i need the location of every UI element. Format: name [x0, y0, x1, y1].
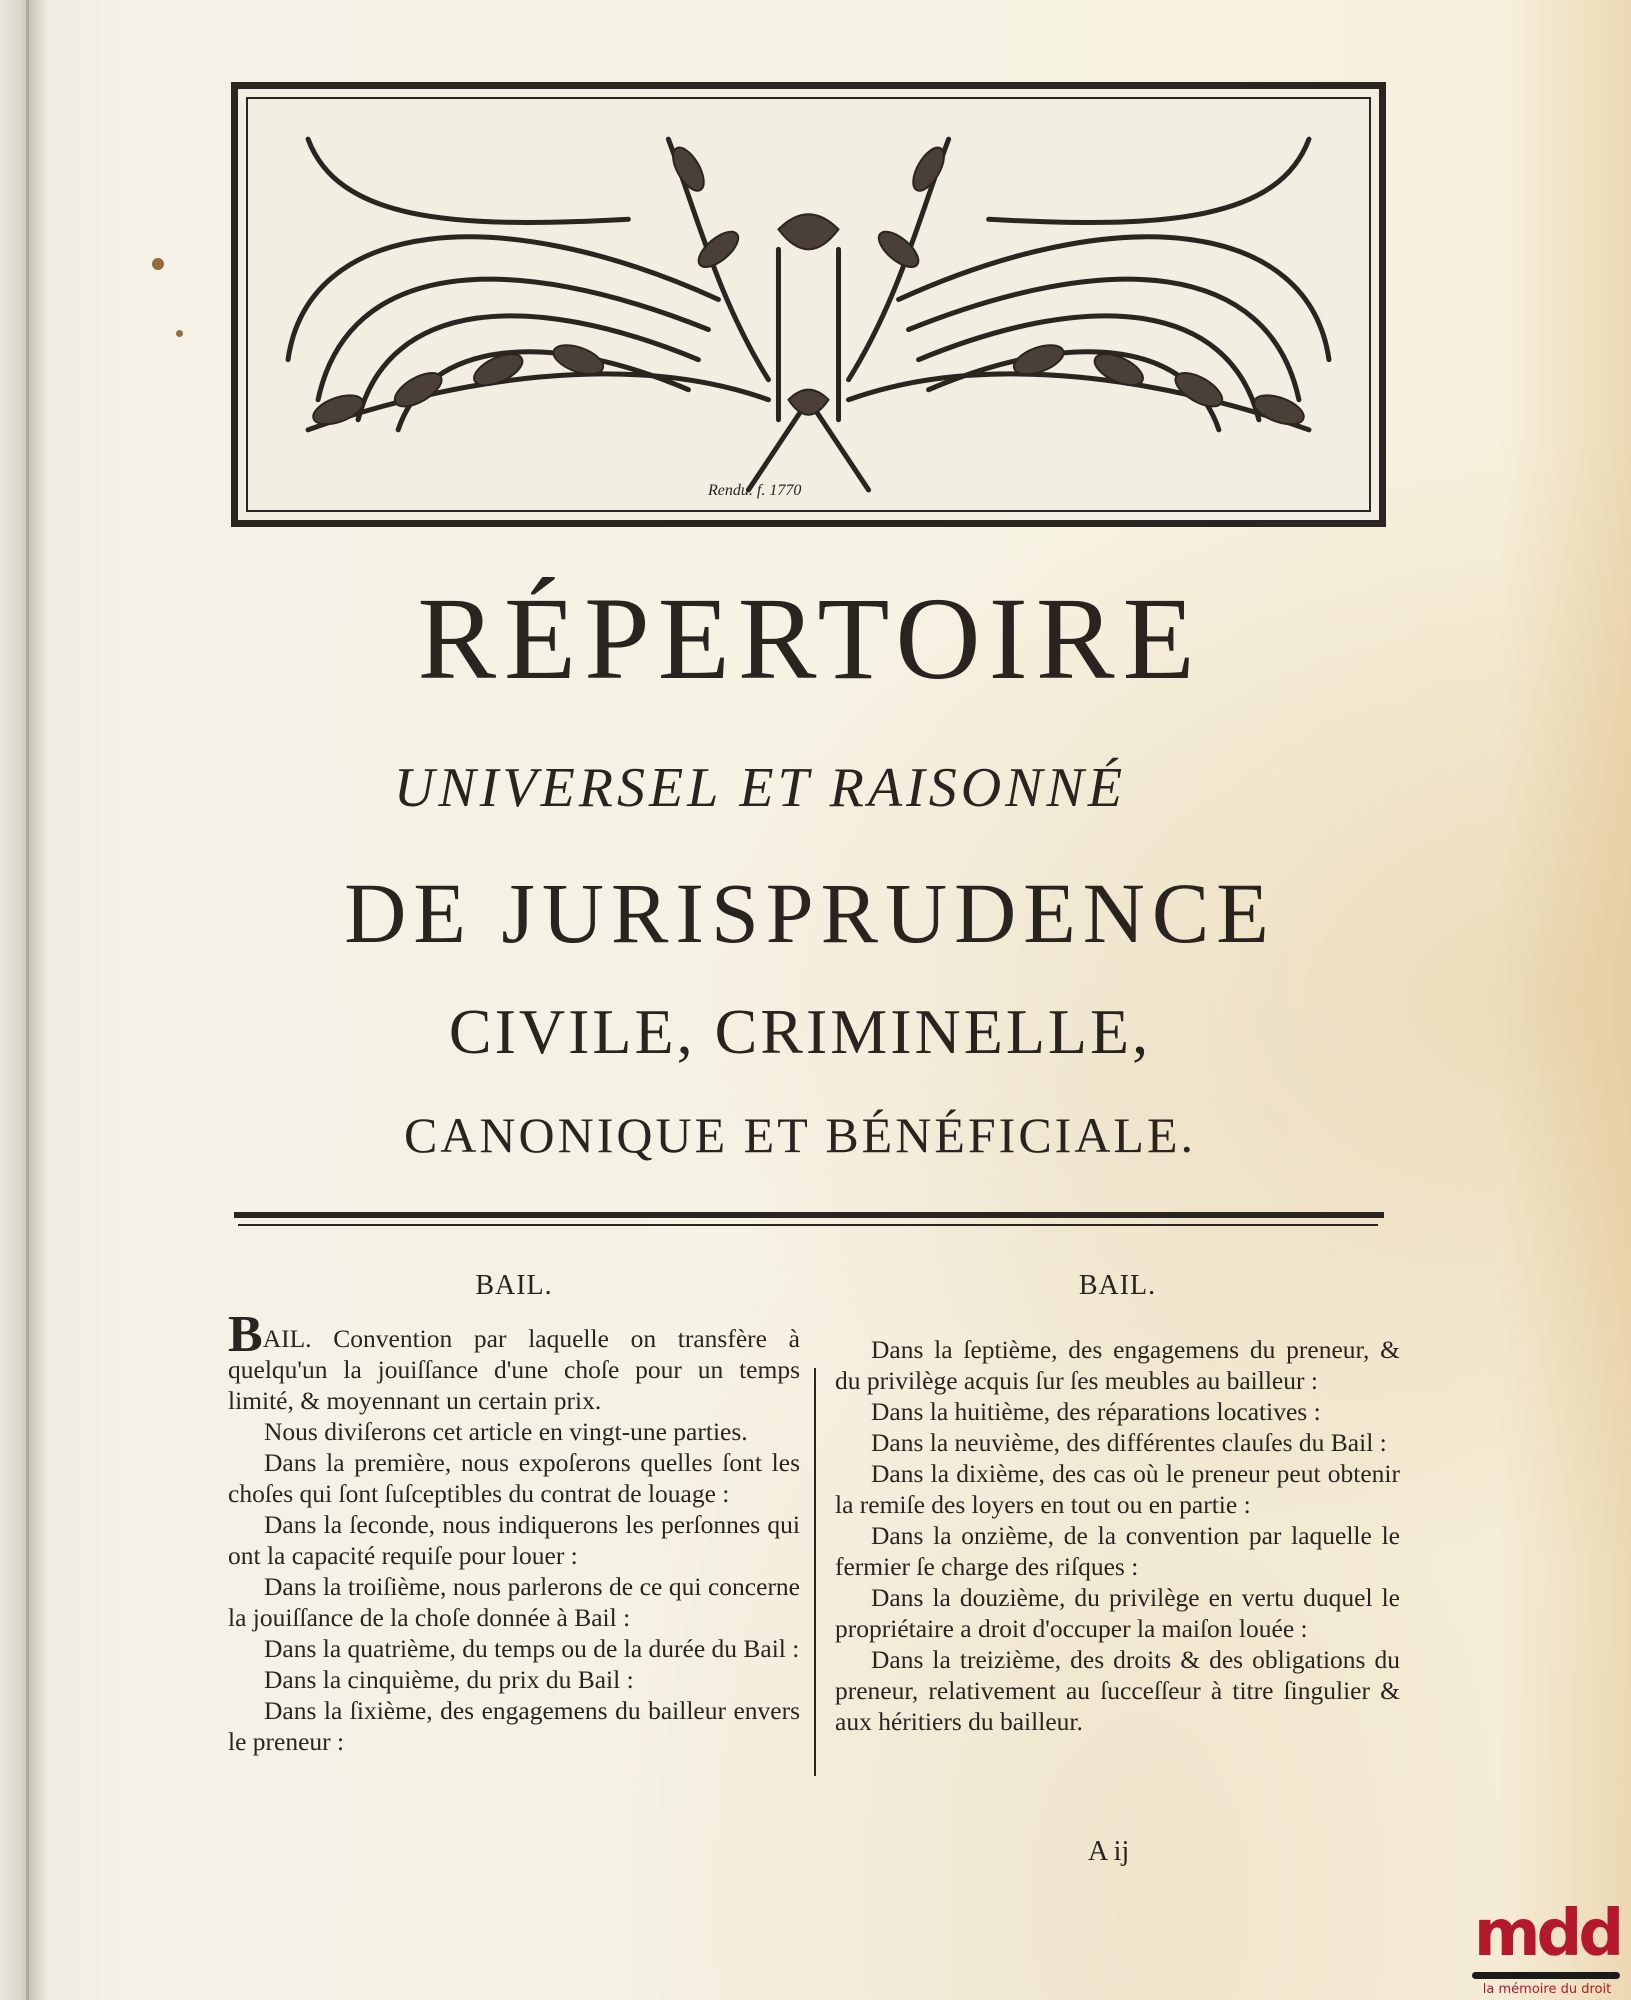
paragraph: Dans la douzième, du privilège en vertu duquel le propriétaire a droit d'occuper la maiſon louée : — [835, 1583, 1400, 1643]
paragraph: Dans la treizième, des droits & des obligations du preneur, relativement au ſucceſſeur à titre ſingulier & aux héritiers du bailleur. — [835, 1645, 1400, 1736]
mdd-logo — [1472, 1897, 1622, 2000]
title-repertoire: RÉPERTOIRE — [417, 573, 1203, 704]
mdd-logo-mark: mdd — [1473, 1897, 1621, 1971]
logo-tagline: la mémoire du droit — [1482, 1982, 1612, 1997]
title-rule-thick — [234, 1212, 1384, 1218]
title-universel-et-raisonne: UNIVERSEL ET RAISONNÉ — [393, 757, 1127, 819]
logo-underline — [1472, 1972, 1620, 1979]
title-canonique-beneficiale: CANONIQUE ET BÉNÉFICIALE. — [403, 1107, 1197, 1163]
paragraph: Dans la première, nous expoſerons quelles ſont les choſes qui ſont ſuſceptibles du contrat de louage : — [228, 1448, 800, 1508]
foxing-stain — [176, 330, 183, 337]
paragraph: Dans la ſeptième, des engagemens du preneur, & du privilège acquis ſur ſes meubles au bailleur : — [835, 1335, 1400, 1395]
right-column-heading: BAIL. — [1078, 1270, 1157, 1301]
paragraph-text: AIL. Convention par laquelle on transfère à quelqu'un la jouiſſance d'une choſe pour un temps limité, & moyennant un certain prix. — [228, 1324, 800, 1415]
printer-signature-mark: A ij — [1088, 1836, 1130, 1867]
paragraph: Dans la ſixième, des engagemens du bailleur envers le preneur : — [228, 1696, 800, 1756]
left-column-heading: BAIL. — [475, 1270, 553, 1301]
paragraph: Dans la quatrième, du temps ou de la durée du Bail : — [264, 1634, 800, 1663]
left-column — [228, 1270, 800, 1757]
headpiece-inner-frame — [246, 97, 1371, 512]
paragraph: Nous diviſerons cet article en vingt-une parties. — [264, 1417, 748, 1446]
paragraph: Dans la neuvième, des différentes clauſes du Bail : — [871, 1428, 1387, 1457]
title-rule-thin — [238, 1224, 1378, 1226]
book-gutter-shadow — [26, 0, 29, 2000]
foxing-stain — [152, 258, 164, 270]
paragraph: Dans la ſeconde, nous indiquerons les perſonnes qui ont la capacité requiſe pour louer : — [228, 1510, 800, 1570]
paragraph: Dans la cinquième, du prix du Bail : — [264, 1665, 634, 1694]
right-column — [835, 1270, 1400, 1737]
title-de-jurisprudence: DE JURISPRUDENCE — [344, 865, 1276, 961]
title-civile-criminelle: CIVILE, CRIMINELLE, — [448, 996, 1152, 1067]
engraver-signature: Rendu. f. 1770 — [708, 482, 802, 499]
paragraph: Dans la huitième, des réparations locatives : — [871, 1397, 1321, 1426]
dropcap-letter: B — [228, 1306, 263, 1363]
entry-definition — [228, 1306, 800, 1416]
paragraph: Dans la troiſième, nous parlerons de ce qui concerne la jouiſſance de la choſe donnée à Bail : — [228, 1572, 800, 1632]
column-divider — [814, 1368, 816, 1776]
engraved-headpiece — [231, 82, 1386, 527]
laurel-ornament-icon — [248, 99, 1369, 510]
paragraph: Dans la dixième, des cas où le preneur peut obtenir la remiſe des loyers en tout ou en partie : — [835, 1459, 1400, 1519]
paragraph: Dans la onzième, de la convention par laquelle le fermier ſe charge des riſques : — [835, 1521, 1400, 1581]
